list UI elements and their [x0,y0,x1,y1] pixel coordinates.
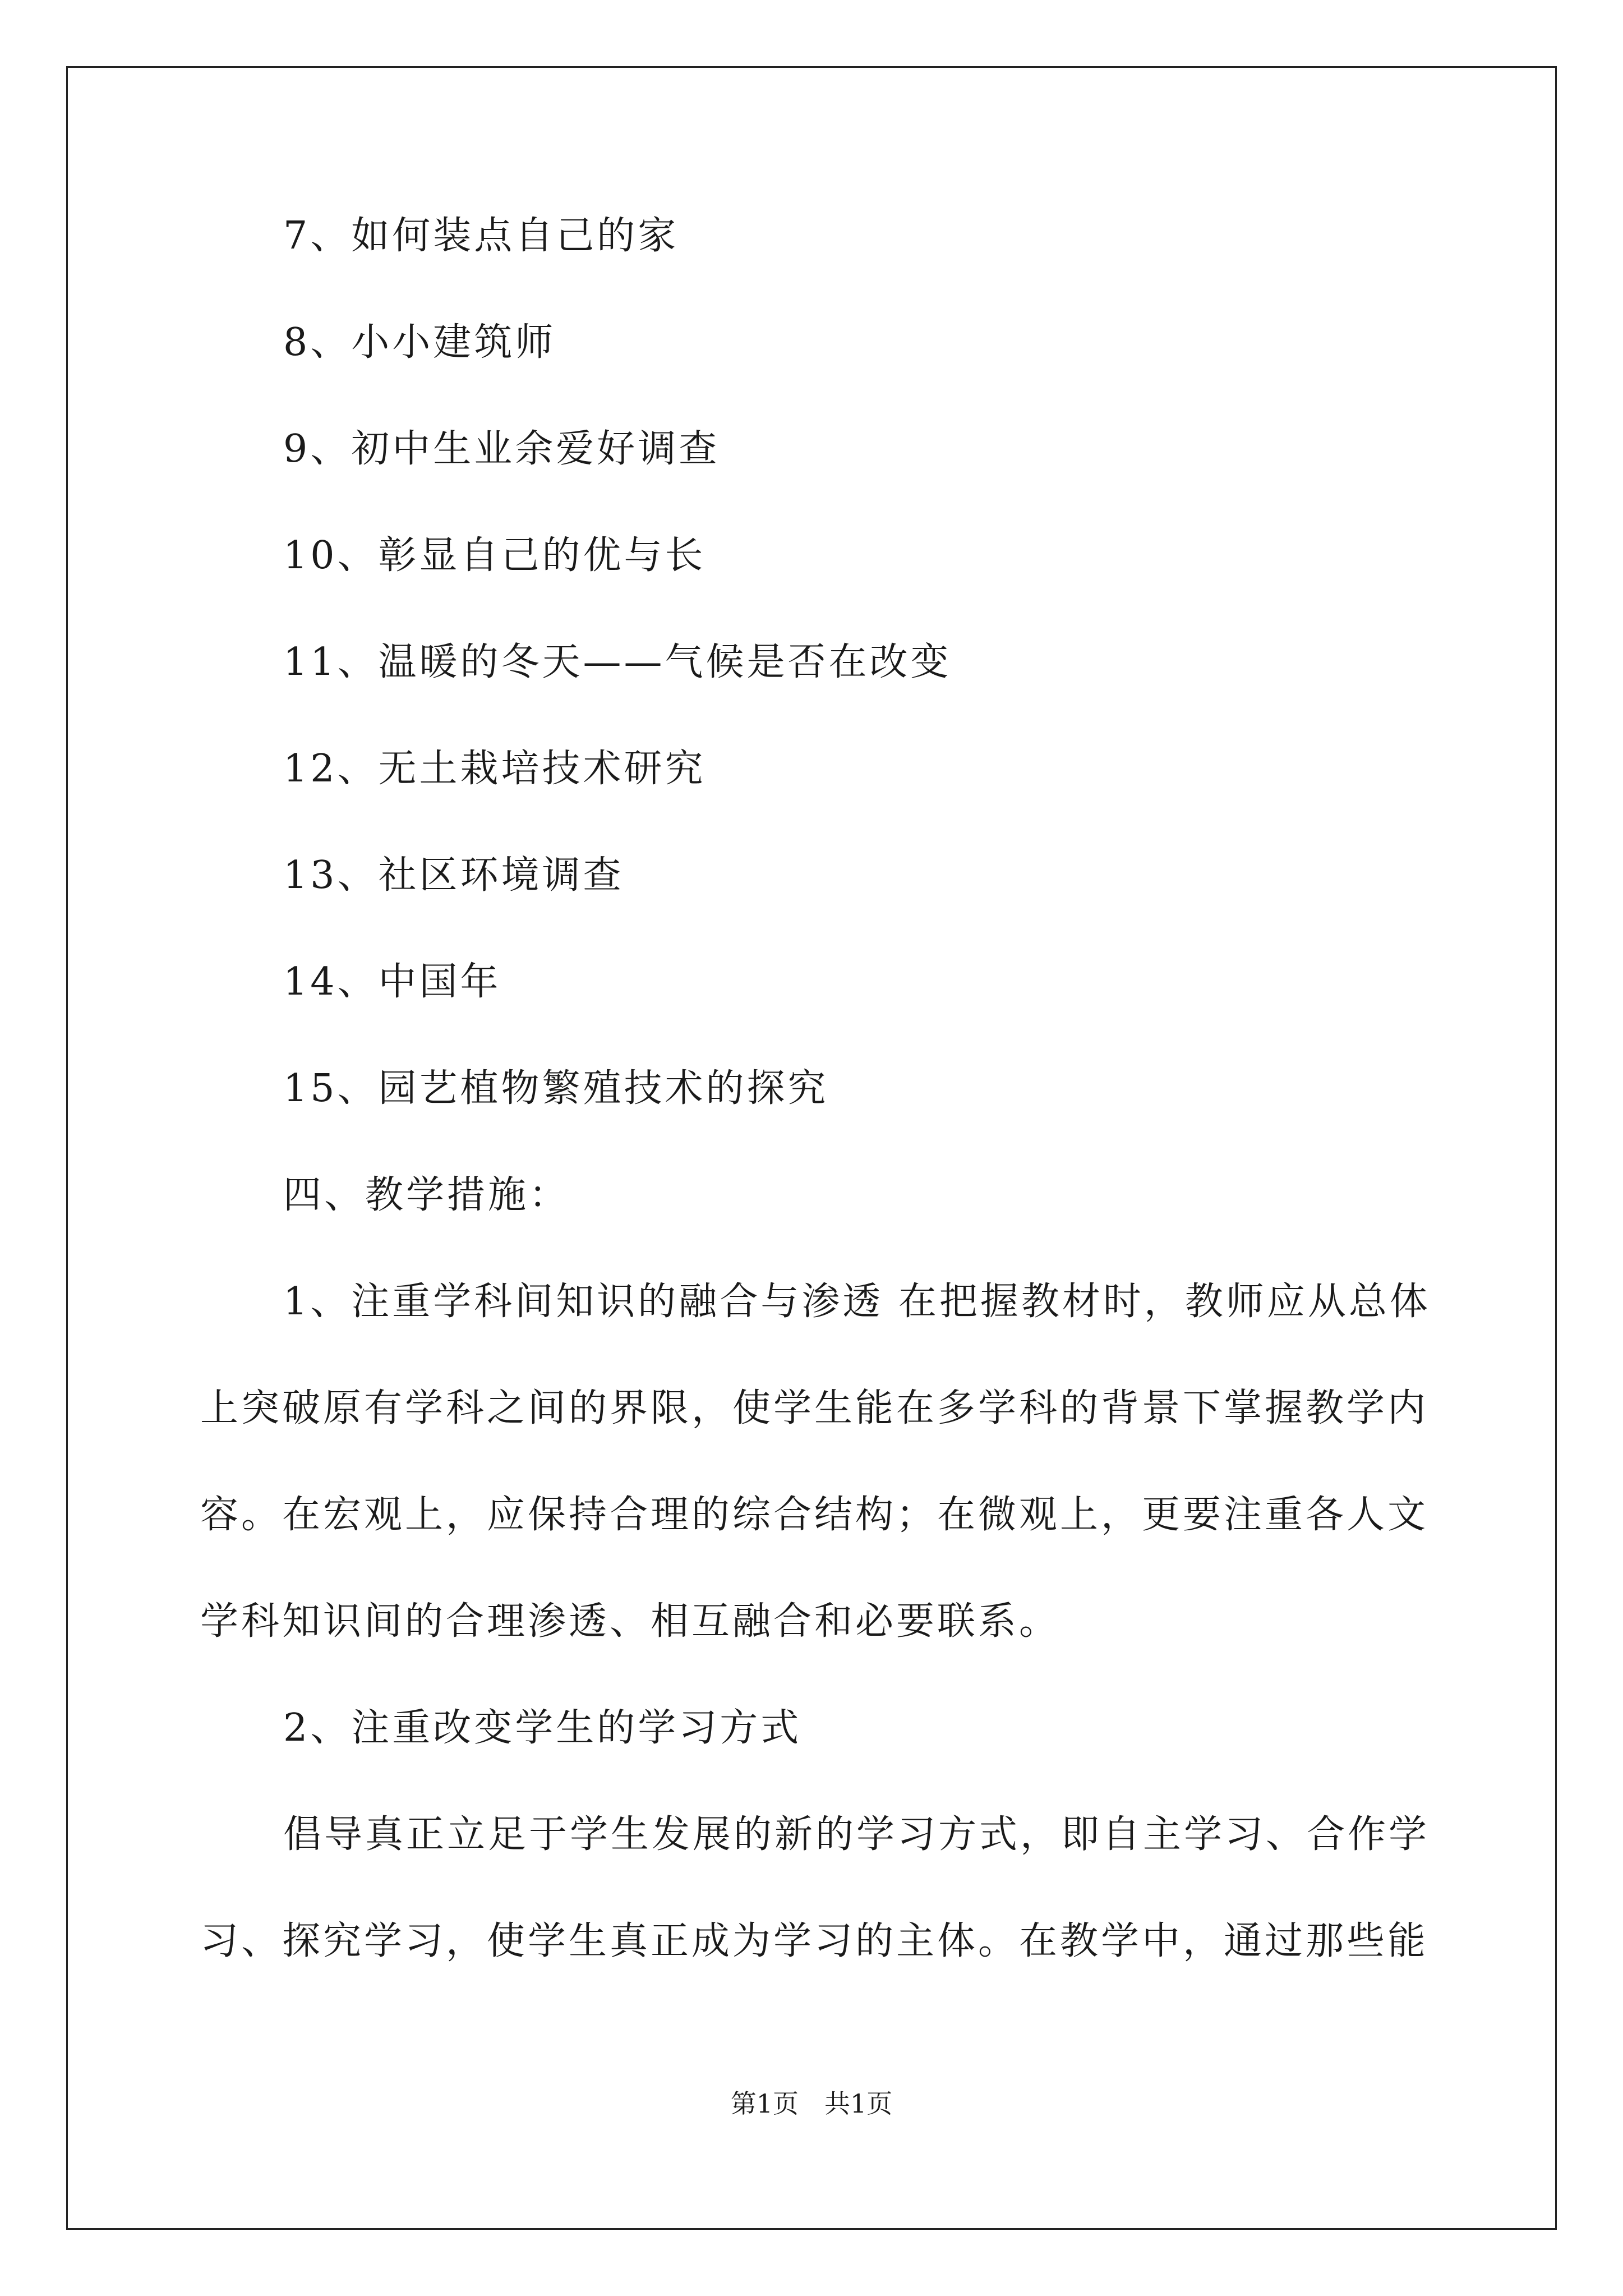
list-item: 15、园艺植物繁殖技术的探究 [283,1066,829,1111]
paragraph-line: 容。在宏观上，应保持合理的综合结构；在微观上，更要注重各人文 [200,1493,1429,1537]
subsection-heading: 2、注重改变学生的学习方式 [283,1706,802,1750]
paragraph-line: 1、注重学科间知识的融合与渗透 在把握教材时，教师应从总体 [283,1280,1431,1324]
list-item: 7、如何装点自己的家 [283,214,679,258]
section-heading: 四、教学措施： [283,1173,570,1217]
paragraph-line: 习、探究学习，使学生真正成为学习的主体。在教学中，通过那些能 [200,1919,1429,1963]
paragraph-line: 倡导真正立足于学生发展的新的学习方式，即自主学习、合作学 [283,1812,1430,1857]
paragraph-line: 学科知识间的合理渗透、相互融合和必要联系。 [200,1599,1061,1644]
list-item: 9、初中生业余爱好调查 [283,427,720,471]
page-border [66,66,1557,2230]
paragraph-line: 上突破原有学科之间的界限，使学生能在多学科的背景下掌握教学内 [200,1386,1429,1430]
list-item: 8、小小建筑师 [283,320,556,365]
list-item: 13、社区环境调查 [283,853,624,898]
list-item: 14、中国年 [283,960,501,1004]
list-item: 12、无土栽培技术研究 [283,747,706,791]
list-item: 11、温暖的冬天——气候是否在改变 [283,640,952,684]
list-item: 10、彰显自己的优与长 [283,533,706,578]
page-footer: 第1页 共1页 [730,2088,893,2119]
